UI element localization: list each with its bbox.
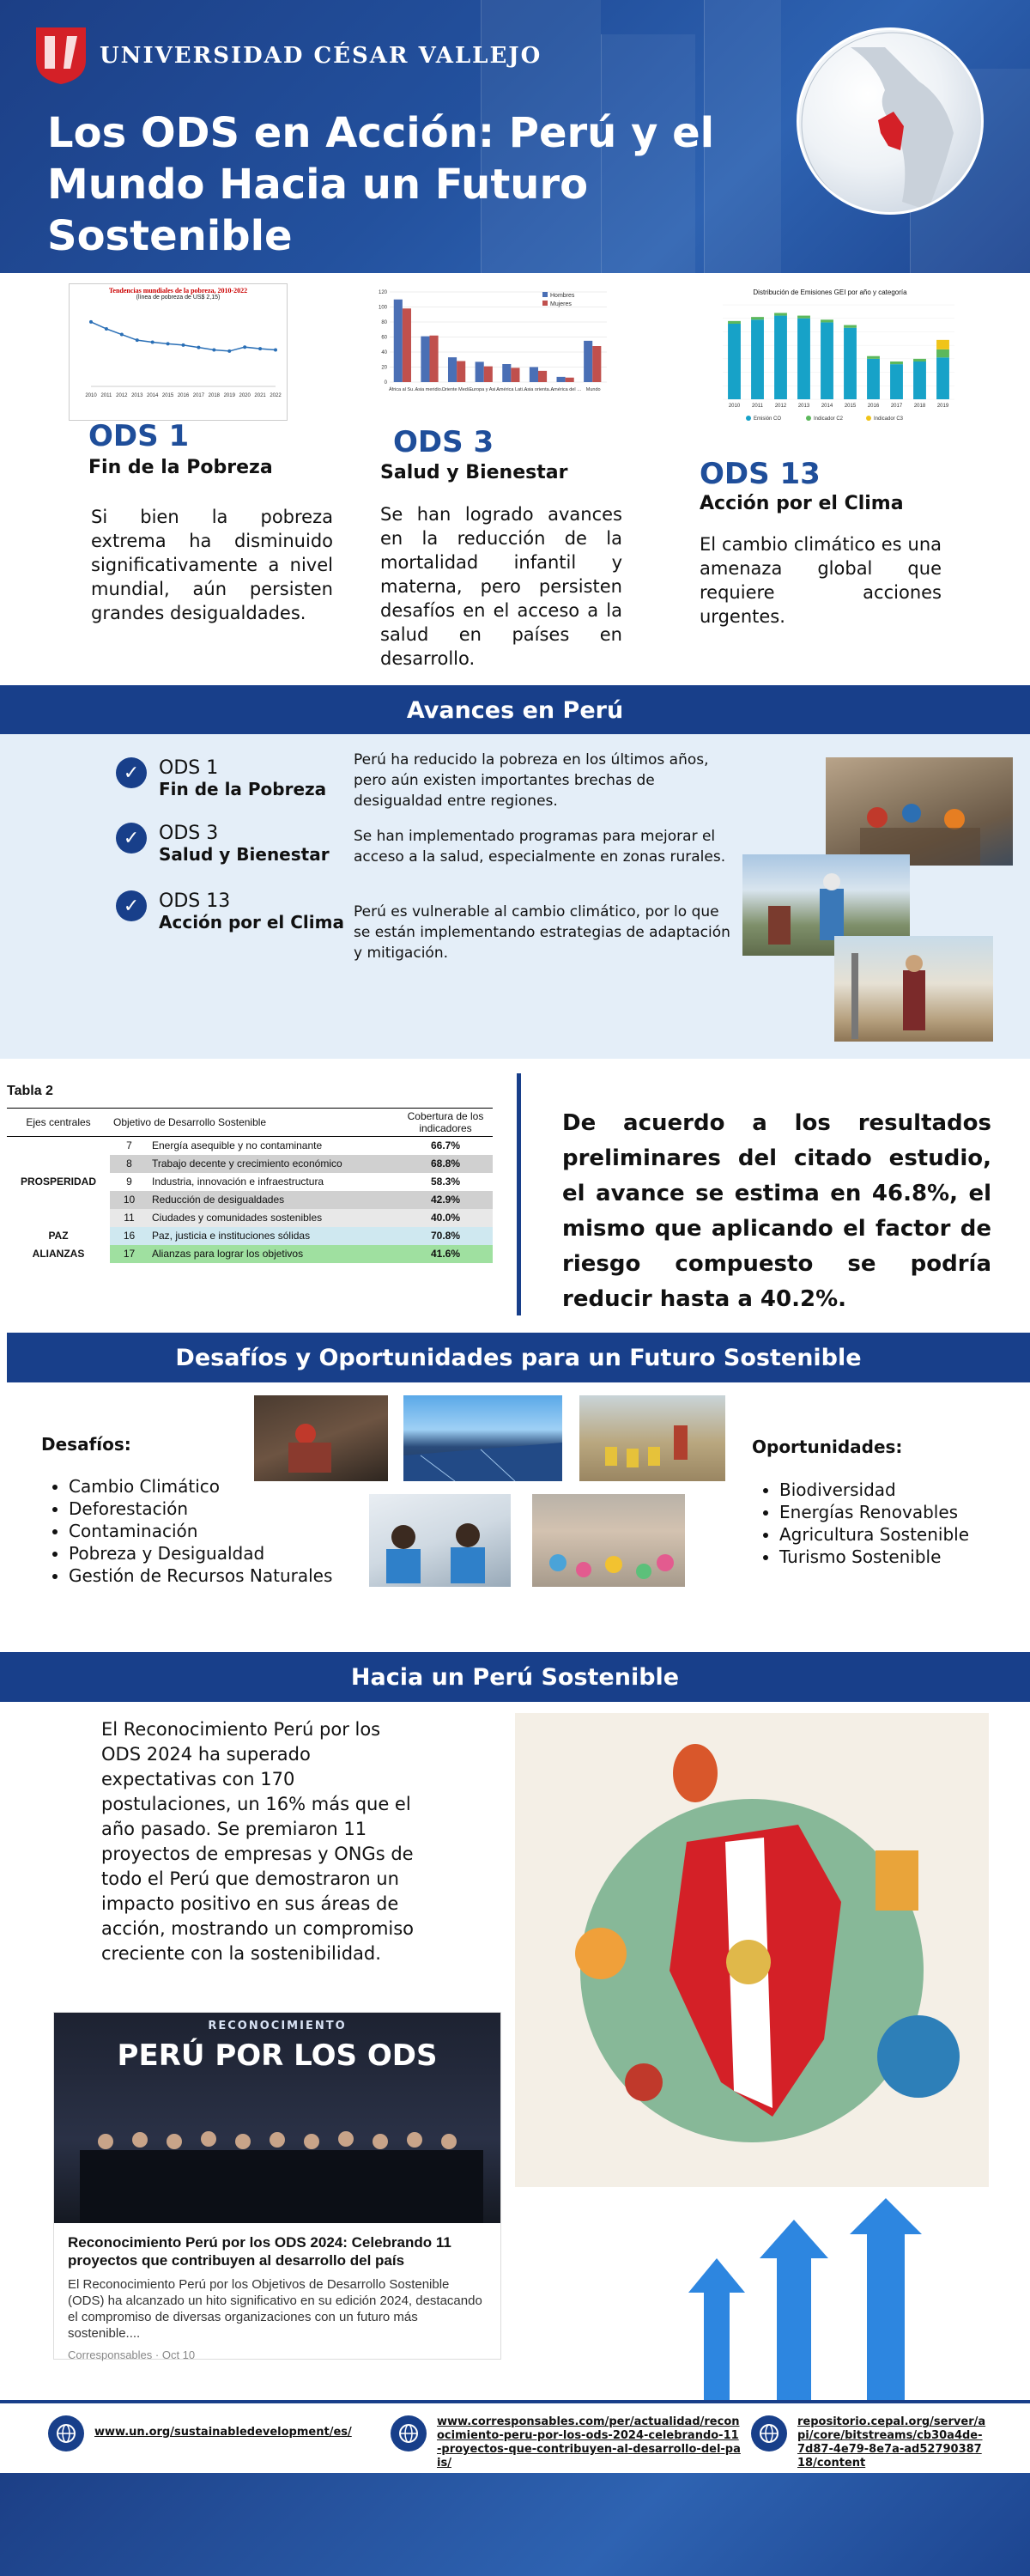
bar-segment [728, 324, 741, 399]
oportunidad-item: • Biodiversidad [779, 1479, 969, 1501]
bar-segment [936, 349, 949, 357]
progress-statement: De acuerdo a los resultados preliminares del citado estudio, el avance se estima en 46.8%, el mismo que aplicando el factor de riesgo compuesto se podría reducir hasta a 40.2%. [562, 1110, 991, 1312]
news-meta: Corresponsables · Oct 10 [68, 2348, 196, 2361]
table-cell-value: 66.7% [398, 1137, 493, 1155]
avances-heading: Avances en Perú [0, 685, 1030, 735]
table-cell-eje: PAZ [48, 1230, 69, 1242]
legend-swatch [746, 416, 751, 421]
bar-segment [797, 316, 810, 319]
x-tick-label: 2010 [85, 393, 97, 398]
desafios-label: Desafíos: [41, 1434, 131, 1455]
table-header: Ejes centrales [26, 1116, 91, 1128]
news-title[interactable]: Reconocimiento Perú por los ODS 2024: Celebrando 11 proyectos que contribuyen al desarrollo del país [68, 2234, 451, 2269]
x-tick-label: Europa y Asi… [469, 387, 500, 392]
ods-3-subtitle: Salud y Bienestar [380, 462, 568, 483]
table-header: Objetivo de Desarrollo Sostenible [113, 1116, 267, 1128]
arrow-small [688, 2258, 745, 2401]
legend-swatch [866, 416, 871, 421]
bar-segment [751, 317, 764, 319]
pollution-photo [532, 1494, 685, 1587]
x-tick-label: 2017 [890, 404, 903, 409]
bar-segment [867, 359, 880, 399]
bar-mujeres [511, 368, 519, 382]
table-cell-name: Ciudades y comunidades sostenibles [148, 1209, 398, 1227]
bar-hombres [394, 300, 403, 382]
table-cell-value: 41.6% [398, 1245, 493, 1263]
ods-13-number: ODS 13 [700, 457, 821, 491]
table-cell-name: Industria, innovación e infraestructura [148, 1173, 398, 1191]
y-tick-label: 40 [381, 350, 387, 355]
bar-hombres [584, 341, 592, 382]
poverty-point [136, 338, 139, 342]
reference-3[interactable] [751, 2415, 1013, 2470]
legend-swatch [542, 292, 548, 297]
poverty-point [212, 349, 215, 352]
x-tick-label: Asia meridio… [415, 387, 446, 392]
bar-hombres [448, 357, 457, 382]
y-tick-label: 80 [381, 320, 387, 325]
header-banner [0, 0, 1030, 273]
andean-woman-photo [834, 936, 993, 1042]
table-cell-eje [7, 1191, 110, 1209]
bar-mujeres [403, 308, 411, 382]
legend-label: Indicador C3 [874, 416, 904, 422]
poverty-point [182, 343, 185, 347]
oportunidad-item: • Turismo Sostenible [779, 1546, 969, 1568]
poverty-point [105, 327, 108, 331]
legend-swatch [542, 301, 548, 306]
table-cell-name: Paz, justicia e instituciones sólidas [148, 1227, 398, 1245]
ods-1-subtitle: Fin de la Pobreza [88, 457, 273, 478]
news-body: El Reconocimiento Perú por los Objetivos de Desarrollo Sostenible (ODS) ha alcanzado un hito significativo en su edición 2024, destacando el compromiso de diversas organizaciones con un futuro más sostenible.... [68, 2277, 482, 2341]
legend-label: Hombres [550, 293, 575, 299]
children-studying-photo [369, 1494, 511, 1587]
table-cell-eje [7, 1155, 110, 1173]
table-cell-name: Energía asequible y no contaminante [148, 1137, 398, 1155]
bar-segment [867, 356, 880, 359]
bar-segment [751, 319, 764, 399]
table-row [7, 1245, 493, 1263]
reference-link[interactable]: www.un.org/sustainabledevelopment/es/ [94, 2426, 352, 2439]
ods-13-subtitle: Acción por el Clima [700, 493, 904, 514]
x-tick-label: 2012 [116, 393, 128, 398]
poverty-point [197, 346, 200, 349]
bar-hombres [421, 337, 429, 382]
x-tick-label: Oriente Medi… [441, 387, 474, 392]
x-tick-label: 2013 [797, 404, 810, 409]
avance-text-ods1: Perú ha reducido la pobreza en los últimos años, pero aún existen importantes brechas de desigualdad entre regiones. [354, 751, 709, 810]
bar-mujeres [457, 361, 465, 383]
desafio-item: • Cambio Climático [69, 1475, 332, 1498]
table-cell-num: 7 [110, 1137, 148, 1155]
x-tick-label: 2011 [752, 404, 763, 409]
poverty-point [227, 349, 231, 353]
x-tick-label: 2013 [131, 393, 143, 398]
globe-icon [48, 2415, 84, 2451]
table-cell-value: 42.9% [398, 1191, 493, 1209]
bar-hombres [530, 368, 538, 383]
table-row [7, 1209, 493, 1227]
news-banner-main: PERÚ POR LOS ODS [117, 2038, 438, 2073]
desafios-list [45, 1475, 332, 1587]
avance-item-ods3 [116, 823, 330, 865]
table-cell-eje [7, 1209, 110, 1227]
avance-title: ODS 1 [159, 757, 219, 779]
table-cell-num: 9 [110, 1173, 148, 1191]
table-cell-value: 70.8% [398, 1227, 493, 1245]
avance-subtitle: Acción por el Clima [159, 912, 344, 933]
avance-subtitle: Fin de la Pobreza [159, 779, 327, 799]
poverty-point [167, 342, 170, 345]
news-photo [54, 2013, 500, 2223]
bar-segment [844, 328, 857, 399]
ods-coverage-table [7, 1108, 493, 1263]
x-tick-label: 2011 [100, 393, 112, 398]
x-tick-label: 2018 [208, 393, 221, 398]
poverty-point [151, 341, 154, 344]
x-tick-label: 2010 [728, 404, 741, 409]
oportunidades-label: Oportunidades: [752, 1437, 903, 1457]
bar-segment [913, 361, 926, 399]
bar-mujeres [429, 336, 438, 382]
x-tick-label: 2015 [161, 393, 174, 398]
bar-segment [774, 313, 787, 315]
ods-3-number: ODS 3 [393, 425, 494, 459]
reference-1[interactable] [48, 2415, 391, 2451]
x-tick-label: 2019 [936, 404, 949, 409]
bar-segment [728, 321, 741, 324]
table-row [7, 1173, 493, 1191]
x-tick-label: 2014 [821, 404, 833, 409]
table-cell-value: 40.0% [398, 1209, 493, 1227]
x-tick-label: 2018 [913, 404, 926, 409]
bottom-banner [0, 2473, 1030, 2576]
hacia-text: El Reconocimiento Perú por los ODS 2024 ha superado expectativas con 170 postulaciones, un 16% más que el año pasado. Se premiaron 11 proyectos de empresas y ONGs de todo el Perú que demostraron un impacto positivo en sus áreas de acción, mostrando un compromiso creciente con la sostenibilidad. [101, 1719, 415, 1964]
desafio-item: • Gestión de Recursos Naturales [69, 1564, 332, 1587]
x-tick-label: 2021 [254, 393, 266, 398]
bar-hombres [556, 377, 565, 382]
table-header: Cobertura de los indicadores [407, 1110, 484, 1134]
y-tick-label: 100 [378, 305, 387, 311]
desafio-item: • Contaminación [69, 1520, 332, 1542]
x-tick-label: 2019 [223, 393, 235, 398]
health-bar-chart [371, 283, 613, 429]
y-tick-label: 120 [378, 290, 387, 295]
bar-segment [890, 364, 903, 399]
chart-plot-area [70, 301, 288, 416]
table-row [7, 1191, 493, 1209]
university-logo [34, 26, 542, 86]
bar-segment [821, 322, 833, 399]
x-tick-label: América del … [550, 387, 582, 392]
x-tick-label: 2012 [774, 404, 787, 409]
ods-3-text: Se han logrado avances en la reducción de la mortalidad infantil y materna, pero persisten desafíos en el acceso a la salud en países en desarrollo. [380, 504, 622, 669]
chart-title: Tendencias mundiales de la pobreza, 2010-2022 [108, 287, 248, 295]
bar-segment [936, 340, 949, 349]
table-cell-num: 16 [110, 1227, 148, 1245]
title-line-1: Los ODS en Acción: Perú y el [47, 109, 715, 157]
poverty-trend-chart [69, 283, 288, 421]
bar-segment [936, 357, 949, 399]
check-icon: ✓ [116, 823, 147, 854]
y-tick-label: 0 [384, 380, 387, 386]
footer-divider [0, 2400, 1030, 2403]
deforestation-photo [254, 1395, 388, 1481]
university-name: UNIVERSIDAD CÉSAR VALLEJO [100, 43, 542, 69]
title-line-2: Mundo Hacia un Futuro Sostenible [47, 161, 589, 260]
legend-swatch [806, 416, 811, 421]
bar-segment [913, 359, 926, 361]
table-cell-name: Trabajo decente y crecimiento económico [148, 1155, 398, 1173]
desafio-item: • Pobreza y Desigualdad [69, 1542, 332, 1564]
avance-text-ods13: Perú es vulnerable al cambio climático, por lo que se están implementando estrategias de adaptación y mitigación. [354, 903, 730, 962]
bar-mujeres [484, 367, 493, 382]
table-cell-eje [7, 1137, 110, 1155]
legend-label: Indicador C2 [814, 416, 844, 422]
table-cell-value: 68.8% [398, 1155, 493, 1173]
y-tick-label: 20 [381, 365, 387, 371]
oportunidad-item: • Agricultura Sostenible [779, 1523, 969, 1546]
globe-icon [391, 2415, 427, 2451]
table-row [7, 1155, 493, 1173]
check-icon: ✓ [116, 890, 147, 921]
x-tick-label: 2022 [270, 393, 282, 398]
table-cell-eje: ALIANZAS [32, 1248, 85, 1260]
news-banner-top: RECONOCIMIENTO [208, 2020, 347, 2032]
divider [517, 1073, 521, 1315]
oportunidades-list [755, 1479, 969, 1568]
table-cell-name: Reducción de desigualdades [148, 1191, 398, 1209]
legend-label: Emisión CO [754, 416, 782, 422]
hacia-heading: Hacia un Perú Sostenible [0, 1652, 1030, 1702]
table-row [7, 1227, 493, 1245]
x-tick-label: 2020 [239, 393, 251, 398]
legend-label: Mujeres [550, 301, 572, 307]
y-tick-label: 60 [381, 335, 387, 341]
bar-segment [844, 325, 857, 328]
bar-segment [797, 319, 810, 399]
poverty-point [120, 333, 124, 337]
solar-panels-photo [403, 1395, 562, 1481]
check-icon: ✓ [116, 757, 147, 788]
table-cell-num: 10 [110, 1191, 148, 1209]
peru-community-photo [826, 757, 1013, 866]
reference-link[interactable]: repositorio.cepal.org/server/api/core/bitstreams/cb30a4de-7d87-4e79-8e7a-ad52790387​18/content [797, 2415, 986, 2470]
poverty-point [89, 320, 93, 324]
reference-2[interactable] [391, 2415, 742, 2470]
poverty-point [274, 349, 277, 352]
x-tick-label: Mundo [585, 387, 601, 392]
peru-illustration [515, 1713, 989, 2187]
chart-subtitle: (línea de pobreza de US$ 2,15) [136, 295, 221, 301]
growth-arrows [678, 2198, 953, 2404]
desafios-heading: Desafíos y Oportunidades para un Futuro Sostenible [7, 1333, 1030, 1382]
news-card[interactable] [53, 2012, 501, 2360]
x-tick-label: 2016 [867, 404, 880, 409]
x-tick-label: 2016 [177, 393, 190, 398]
ods-1-number: ODS 1 [88, 419, 190, 453]
table-cell-num: 17 [110, 1245, 148, 1263]
poverty-point [243, 345, 246, 349]
avance-title: ODS 3 [159, 823, 219, 844]
x-tick-label: 2015 [844, 404, 857, 409]
bar-mujeres [592, 346, 601, 382]
oportunidad-item: • Energías Renovables [779, 1501, 969, 1523]
avance-text-ods3: Se han implementado programas para mejorar el acceso a la salud, especialmente en zonas rurales. [354, 828, 726, 866]
table-row [7, 1137, 493, 1155]
page-title [47, 107, 845, 262]
bar-segment [821, 319, 833, 322]
avance-title: ODS 13 [159, 890, 231, 912]
desafio-item: • Deforestación [69, 1498, 332, 1520]
avance-item-ods1 [116, 757, 326, 799]
x-tick-label: 2014 [146, 393, 159, 398]
table-cell-value: 58.3% [398, 1173, 493, 1191]
table-cell-num: 11 [110, 1209, 148, 1227]
table-title: Tabla 2 [7, 1084, 53, 1098]
chart-title: Distribución de Emisiones GEI por año y categoría [753, 289, 907, 296]
x-tick-label: 2017 [192, 393, 205, 398]
ods-1-text: Si bien la pobreza extrema ha disminuido significativamente a nivel mundial, aún persisten grandes desigualdades. [91, 507, 333, 623]
table-cell-eje: PROSPERIDAD [20, 1176, 96, 1188]
globe-icon [751, 2415, 787, 2451]
x-tick-label: África al Su… [389, 387, 418, 392]
bar-segment [890, 361, 903, 364]
avance-item-ods13 [116, 890, 344, 933]
bar-segment [774, 316, 787, 399]
arrow-medium [760, 2220, 828, 2401]
x-tick-label: América Lati… [496, 387, 528, 392]
table-cell-name: Alianzas para lograr los objetivos [148, 1245, 398, 1263]
emissions-bar-chart [697, 283, 963, 442]
x-tick-label: Asia orienta… [524, 387, 554, 392]
water-scarcity-photo [579, 1395, 725, 1481]
ods-13-text: El cambio climático es una amenaza global que requiere acciones urgentes. [700, 534, 942, 627]
globe-map [797, 27, 984, 215]
bar-mujeres [538, 371, 547, 382]
arrow-large [850, 2198, 922, 2401]
bar-hombres [476, 361, 484, 382]
bar-hombres [502, 364, 511, 382]
chart-plot-area [371, 283, 613, 429]
reference-link[interactable]: www.corresponsables.com/per/actualidad/reconocimiento-peru-por-los-ods-2024-celebrando-11-proyectos-que-contribuyen-al-desarrollo-del-pais/ [437, 2415, 741, 2470]
bar-mujeres [566, 378, 574, 382]
poverty-point [258, 347, 262, 350]
table-cell-num: 8 [110, 1155, 148, 1173]
avance-subtitle: Salud y Bienestar [159, 844, 330, 865]
chart-plot-area [697, 296, 963, 442]
shield-icon [34, 26, 88, 86]
